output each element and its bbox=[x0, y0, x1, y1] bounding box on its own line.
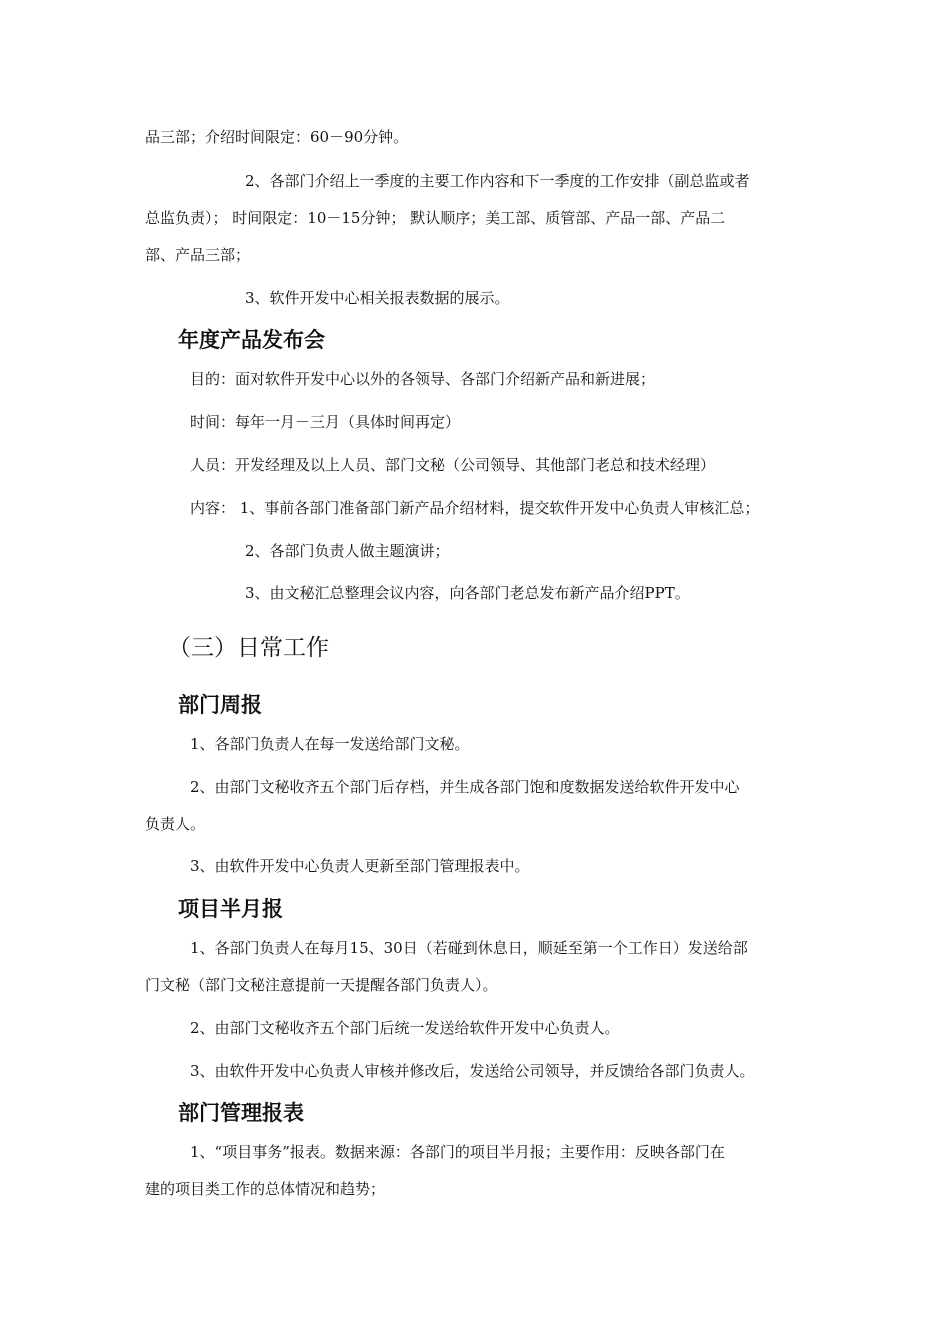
heading-dept-reports: 部门管理报表 bbox=[178, 1101, 304, 1125]
paragraph-line: 2、各部门负责人做主题演讲； bbox=[245, 542, 450, 560]
heading-weekly-report: 部门周报 bbox=[178, 693, 262, 717]
paragraph-line: 2、由部门文秘收齐五个部门后存档，并生成各部门饱和度数据发送给软件开发中心 bbox=[190, 778, 740, 796]
paragraph-line: 门文秘（部门文秘注意提前一天提醒各部门负责人）。 bbox=[145, 976, 498, 994]
paragraph-line: 品三部；介绍时间限定：60－90分钟。 bbox=[145, 128, 409, 146]
paragraph-line: 2、各部门介绍上一季度的主要工作内容和下一季度的工作安排（副总监或者 bbox=[245, 172, 750, 190]
heading-project-half-month: 项目半月报 bbox=[178, 897, 283, 921]
paragraph-line: 2、由部门文秘收齐五个部门后统一发送给软件开发中心负责人。 bbox=[190, 1019, 620, 1037]
heading-annual-launch: 年度产品发布会 bbox=[178, 328, 325, 352]
paragraph-line: 时间：每年一月－三月（具体时间再定） bbox=[190, 413, 461, 431]
paragraph-line: 3、由文秘汇总整理会议内容，向各部门老总发布新产品介绍PPT。 bbox=[245, 584, 690, 602]
paragraph-line: 部、产品三部； bbox=[145, 246, 251, 264]
paragraph-line: 内容： 1、事前各部门准备部门新产品介绍材料，提交软件开发中心负责人审核汇总； bbox=[190, 499, 760, 517]
heading-daily-work: （三）日常工作 bbox=[168, 635, 329, 661]
paragraph-line: 3、由软件开发中心负责人更新至部门管理报表中。 bbox=[190, 857, 530, 875]
paragraph-line: 目的：面对软件开发中心以外的各领导、各部门介绍新产品和新进展； bbox=[190, 370, 656, 388]
paragraph-line: 负责人。 bbox=[145, 815, 206, 833]
paragraph-line: 总监负责）； 时间限定：10－15分钟； 默认顺序；美工部、质管部、产品一部、产品二 bbox=[145, 209, 726, 227]
paragraph-line: 建的项目类工作的总体情况和趋势； bbox=[145, 1180, 386, 1198]
paragraph-line: 3、由软件开发中心负责人审核并修改后，发送给公司领导，并反馈给各部门负责人。 bbox=[190, 1062, 755, 1080]
paragraph-line: 1、各部门负责人在每月15、30日（若碰到休息日，顺延至第一个工作日）发送给部 bbox=[190, 939, 748, 957]
paragraph-line: 人员：开发经理及以上人员、部门文秘（公司领导、其他部门老总和技术经理） bbox=[190, 456, 716, 474]
paragraph-line: 1、各部门负责人在每一发送给部门文秘。 bbox=[190, 735, 470, 753]
paragraph-line: 3、软件开发中心相关报表数据的展示。 bbox=[245, 289, 510, 307]
paragraph-line: 1、“项目事务”报表。数据来源：各部门的项目半月报；主要作用：反映各部门在 bbox=[190, 1143, 725, 1161]
